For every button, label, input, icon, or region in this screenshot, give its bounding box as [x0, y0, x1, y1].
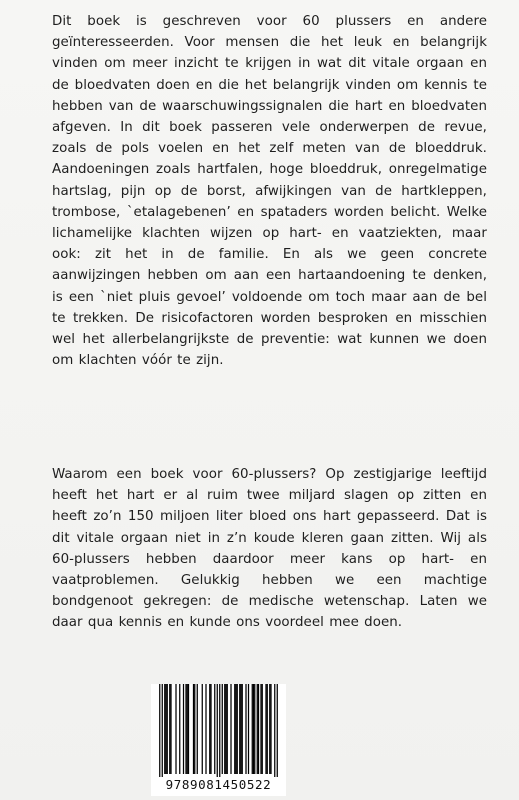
- barcode-guard-bar: [274, 684, 275, 780]
- blurb-paragraph-2: Waarom een boek voor 60-plussers? Op zestigjarige leeftijd heeft het hart er al ruim twee miljard slagen op zitten en heeft zo’n 150 miljoen liter bloed ons hart gepasseerd. Dat is dit vitale orgaan niet in z’n koude kleren gaan zitten. Wij als 60-plussers hebben daardoor meer kans op hart- en vaatproblemen. Gelukkig hebben we een machtige bondgenoot gekregen: de medische wetenschap. Laten we daar qua kennis en kunde ons voordeel mee doen.: [52, 467, 487, 631]
- barcode-bar: [209, 684, 210, 774]
- barcode-bar: [188, 684, 189, 774]
- barcode-bar: [227, 684, 228, 774]
- barcode-bar: [269, 684, 270, 774]
- barcode-guard-bar: [159, 684, 160, 780]
- barcode-bar: [210, 684, 211, 774]
- barcode-guard-bar: [162, 684, 163, 780]
- barcode-bar: [185, 684, 186, 774]
- barcode-bar: [194, 684, 195, 774]
- barcode-bar: [258, 684, 259, 774]
- barcode-guard-bar: [219, 684, 220, 780]
- barcode-bar: [235, 684, 236, 774]
- blurb-paragraph-1: Dit boek is geschreven voor 60 plussers en andere geïnteresseerden. Voor mensen die het leuk en belangrijk vinden om meer inzicht te krijgen in wat dit vitale orgaan en de bloedvaten doen en die het belangrijk vinden om kennis te hebben van de waarschuwingssignalen die hart en bloedvaten afgeven. In dit boek passeren vele onderwerpen de revue, zoals de pols voelen en het zelf meten van de bloeddruk. Aandoeningen zoals hartfalen, hoge bloeddruk, onregelmatige hartslag, pijn op de borst, afwijkingen van de hartkleppen, trombose, `etalagebenen’ en spataders worden belicht. Welke lichamelijke klachten wijzen op hart- en vaatziekten, maar ook: zit het in de familie. En als we geen concrete aanwijzingen hebben om aan een hartaandoening te denken, is een `niet pluis gevoel’ voldoende om toch maar aan de bel te trekken. De risicofactoren worden besproken en misschien wel het allerbelangrijkste de preventie: wat kunnen we doen om klachten vóór te zijn.: [52, 14, 487, 369]
- barcode-bar: [167, 684, 168, 774]
- barcode-bar: [260, 684, 261, 774]
- barcode-bar: [187, 684, 188, 774]
- barcode-bar: [242, 684, 243, 774]
- barcode-bar: [224, 684, 225, 774]
- barcode-bar: [234, 684, 235, 774]
- barcode-bar: [237, 684, 238, 774]
- barcode-bar: [202, 684, 203, 774]
- barcode-bar: [239, 684, 240, 774]
- barcode-guard-bar: [277, 684, 278, 780]
- barcode-bar: [165, 684, 166, 774]
- barcode-bar: [245, 684, 246, 774]
- barcode-bar: [170, 684, 171, 774]
- barcode-bar: [225, 684, 226, 774]
- barcode-bar: [252, 684, 253, 774]
- barcode-bars: [151, 684, 286, 780]
- barcode-bar: [253, 684, 254, 774]
- barcode-bar: [270, 684, 271, 774]
- barcode-bar: [267, 684, 268, 774]
- barcode-bar: [248, 684, 249, 774]
- barcode-bar: [214, 684, 215, 774]
- barcode-bar: [265, 684, 266, 774]
- barcode-bar: [222, 684, 223, 774]
- barcode-guard-bar: [217, 684, 218, 780]
- isbn-number: 9789081450522: [151, 777, 286, 793]
- barcode-bar: [164, 684, 165, 774]
- barcode-bar: [262, 684, 263, 774]
- barcode-bar: [179, 684, 180, 774]
- barcode-bar: [254, 684, 255, 774]
- barcode-bar: [169, 684, 170, 774]
- barcode-bar: [257, 684, 258, 774]
- isbn-barcode: [151, 684, 286, 796]
- barcode-bar: [175, 684, 176, 774]
- barcode-bar: [183, 684, 184, 774]
- barcode-bar: [205, 684, 206, 774]
- barcode-bar: [197, 684, 198, 774]
- barcode-bar: [240, 684, 241, 774]
- barcode-bar: [230, 684, 231, 774]
- barcode-bar: [193, 684, 194, 774]
